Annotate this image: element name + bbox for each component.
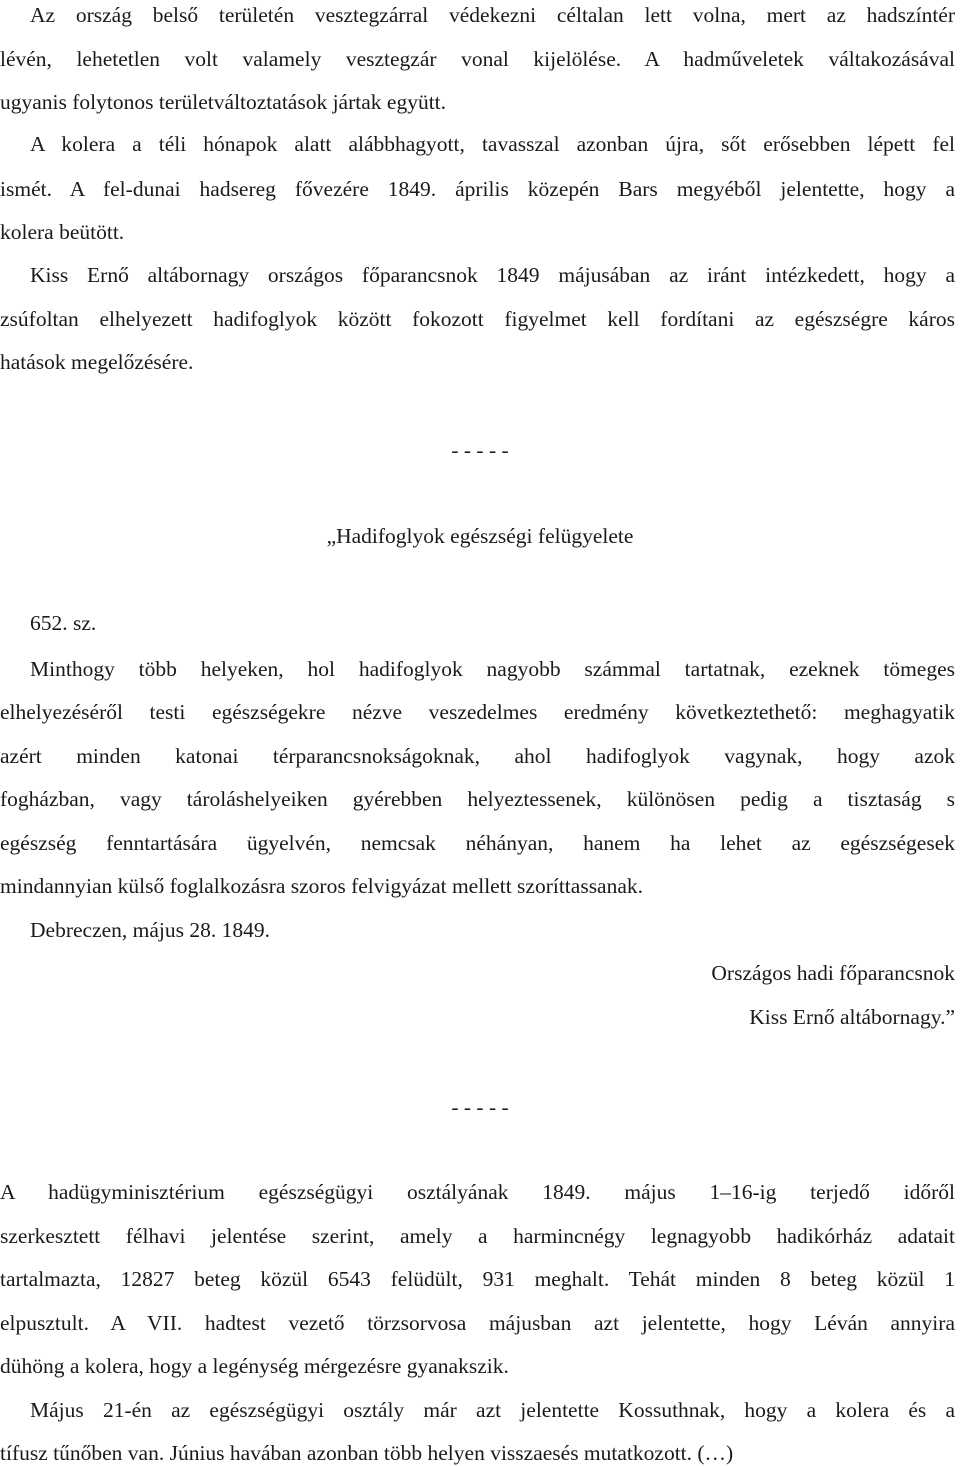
paragraph2-line: A kolera a téli hónapok alatt alábbhagyott, tavasszal azonban újra, sőt erősebben lépett fel <box>30 132 955 156</box>
paragraph4-line: szerkesztett félhavi jelentése szerint, amely a harmincnégy legnagyobb hadikórház adatait <box>0 1224 955 1248</box>
paragraph5-line: tífusz tűnőben van. Június havában azonban több helyen visszaesés mutatkozott. (…) <box>0 1441 734 1465</box>
signature-name: Kiss Ernő altábornagy.” <box>749 1005 955 1029</box>
paragraph3-line: hatások megelőzésére. <box>0 350 194 374</box>
order-line: azért minden katonai térparancsnokságoknak, ahol hadifoglyok vagynak, hogy azok <box>0 744 955 768</box>
order-line: elhelyezéséről testi egészségekre nézve veszedelmes eredmény következtethető: meghagyatik <box>0 700 955 724</box>
place-date: Debreczen, május 28. 1849. <box>30 918 271 942</box>
paragraph4-line: dühöng a kolera, hogy a legénység mérgezésre gyanakszik. <box>0 1354 509 1378</box>
paragraph1-line: lévén, lehetetlen volt valamely vesztegzár vonal kijelölése. A hadműveletek váltakozásával <box>0 47 955 71</box>
paragraph1-line: ugyanis folytonos területváltoztatások jártak együtt. <box>0 90 447 114</box>
paragraph3-line: Kiss Ernő altábornagy országos főparancsnok 1849 májusában az iránt intézkedett, hogy a <box>30 263 955 287</box>
document-number: 652. sz. <box>30 611 97 635</box>
order-line: Minthogy több helyeken, hol hadifoglyok nagyobb számmal tartatnak, ezeknek tömeges <box>30 657 955 681</box>
signature-title: Országos hadi főparancsnok <box>711 961 955 985</box>
paragraph4-line: A hadügyminisztérium egészségügyi osztályának 1849. május 1–16-ig terjedő időről <box>0 1180 955 1204</box>
section-title: „Hadifoglyok egészségi felügyelete <box>326 524 634 548</box>
order-line: fogházban, vagy tároláshelyeiken gyérebben helyeztessenek, különösen pedig a tisztaság s <box>0 787 955 811</box>
section-separator: - - - - - <box>451 438 509 462</box>
paragraph4-line: elpusztult. A VII. hadtest vezető törzsorvosa májusban azt jelentette, hogy Léván annyira <box>0 1311 955 1335</box>
section-separator: - - - - - <box>451 1095 509 1119</box>
paragraph5-line: Május 21-én az egészségügyi osztály már azt jelentette Kossuthnak, hogy a kolera és a <box>30 1398 955 1422</box>
order-line: egészség fenntartására ügyelvén, nemcsak néhányan, hanem ha lehet az egészségesek <box>0 831 955 855</box>
paragraph2-line: ismét. A fel-dunai hadsereg fővezére 1849. április közepén Bars megyéből jelentette, hogy a <box>0 177 955 201</box>
paragraph4-line: tartalmazta, 12827 beteg közül 6543 felüdült, 931 meghalt. Tehát minden 8 beteg közül 1 <box>0 1267 955 1291</box>
order-line: mindannyian külső foglalkozásra szoros felvigyázat mellett szoríttassanak. <box>0 874 644 898</box>
paragraph2-line: kolera beütött. <box>0 220 125 244</box>
paragraph1-line: Az ország belső területén vesztegzárral védekezni céltalan lett volna, mert az hadszíntér <box>30 3 955 27</box>
paragraph3-line: zsúfoltan elhelyezett hadifoglyok között fokozott figyelmet kell fordítani az egészségre káros <box>0 307 955 331</box>
